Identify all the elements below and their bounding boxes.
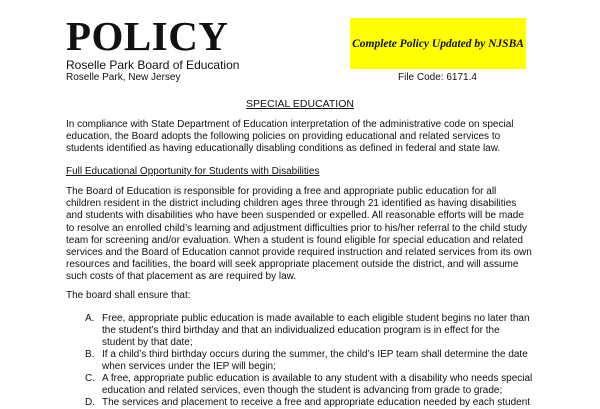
list-item-text: A free, appropriate public education is available to any student with a disability who needs special education and related services, even though the student is advancing from grade to grade; [102,373,533,396]
section-subheading: Full Educational Opportunity for Students with Disabilities [66,166,320,177]
organization-name: Roselle Park Board of Education [66,58,240,72]
document-heading: SPECIAL EDUCATION [246,98,354,110]
list-item [66,313,534,349]
list-marker: C. [85,373,95,384]
organization-location: Roselle Park, New Jersey [66,72,181,83]
list-marker: D. [85,397,95,408]
list-marker: A. [85,313,95,324]
list-item-text: Free, appropriate public education is made available to each eligible student begins no later than the student’s third birthday and that an individualized education program is in effect for the student by that date; [102,313,530,348]
intro-paragraph: In compliance with State Department of Education interpretation of the administrative code on special education, the Board adopts the following policies on providing educational and related services to students identified as having educationally disabling conditions as defined in federal and state law. [66,119,514,155]
list-item [66,349,534,373]
policy-title: POLICY [66,13,229,59]
list-item [66,397,534,409]
body-paragraph: The Board of Education is responsible for providing a free and appropriate public education for all children resident in the district including children ages three through 21 identified as having disabilities and students with disabilities who have been suspended or expelled. All reasonable efforts will be made to resolve an enrolled child’s learning and adjustment difficulties prior to his/her referral to the child study team for screening and/or evaluation. When a student is found eligible for special education and related services and the Board of Education cannot provide required instruction and related services from its own resources and facilities, the board will seek appropriate placement outside the district, and will assume such costs of that placement as are required by law. [66,186,532,283]
ensure-intro: The board shall ensure that: [66,290,191,301]
list-item-text: If a child’s third birthday occurs during the summer, the child’s IEP team shall determine the date when services under the IEP will begin; [102,349,528,372]
update-banner-text: Complete Policy Updated by NJSBA [352,37,524,50]
file-code: File Code: 6171.4 [398,72,477,83]
list-item-text: The services and placement to receive a free and appropriate education needed by each student [102,397,531,408]
update-banner [350,18,526,69]
list-marker: B. [85,349,95,360]
requirements-list [66,313,534,409]
list-item [66,373,534,397]
